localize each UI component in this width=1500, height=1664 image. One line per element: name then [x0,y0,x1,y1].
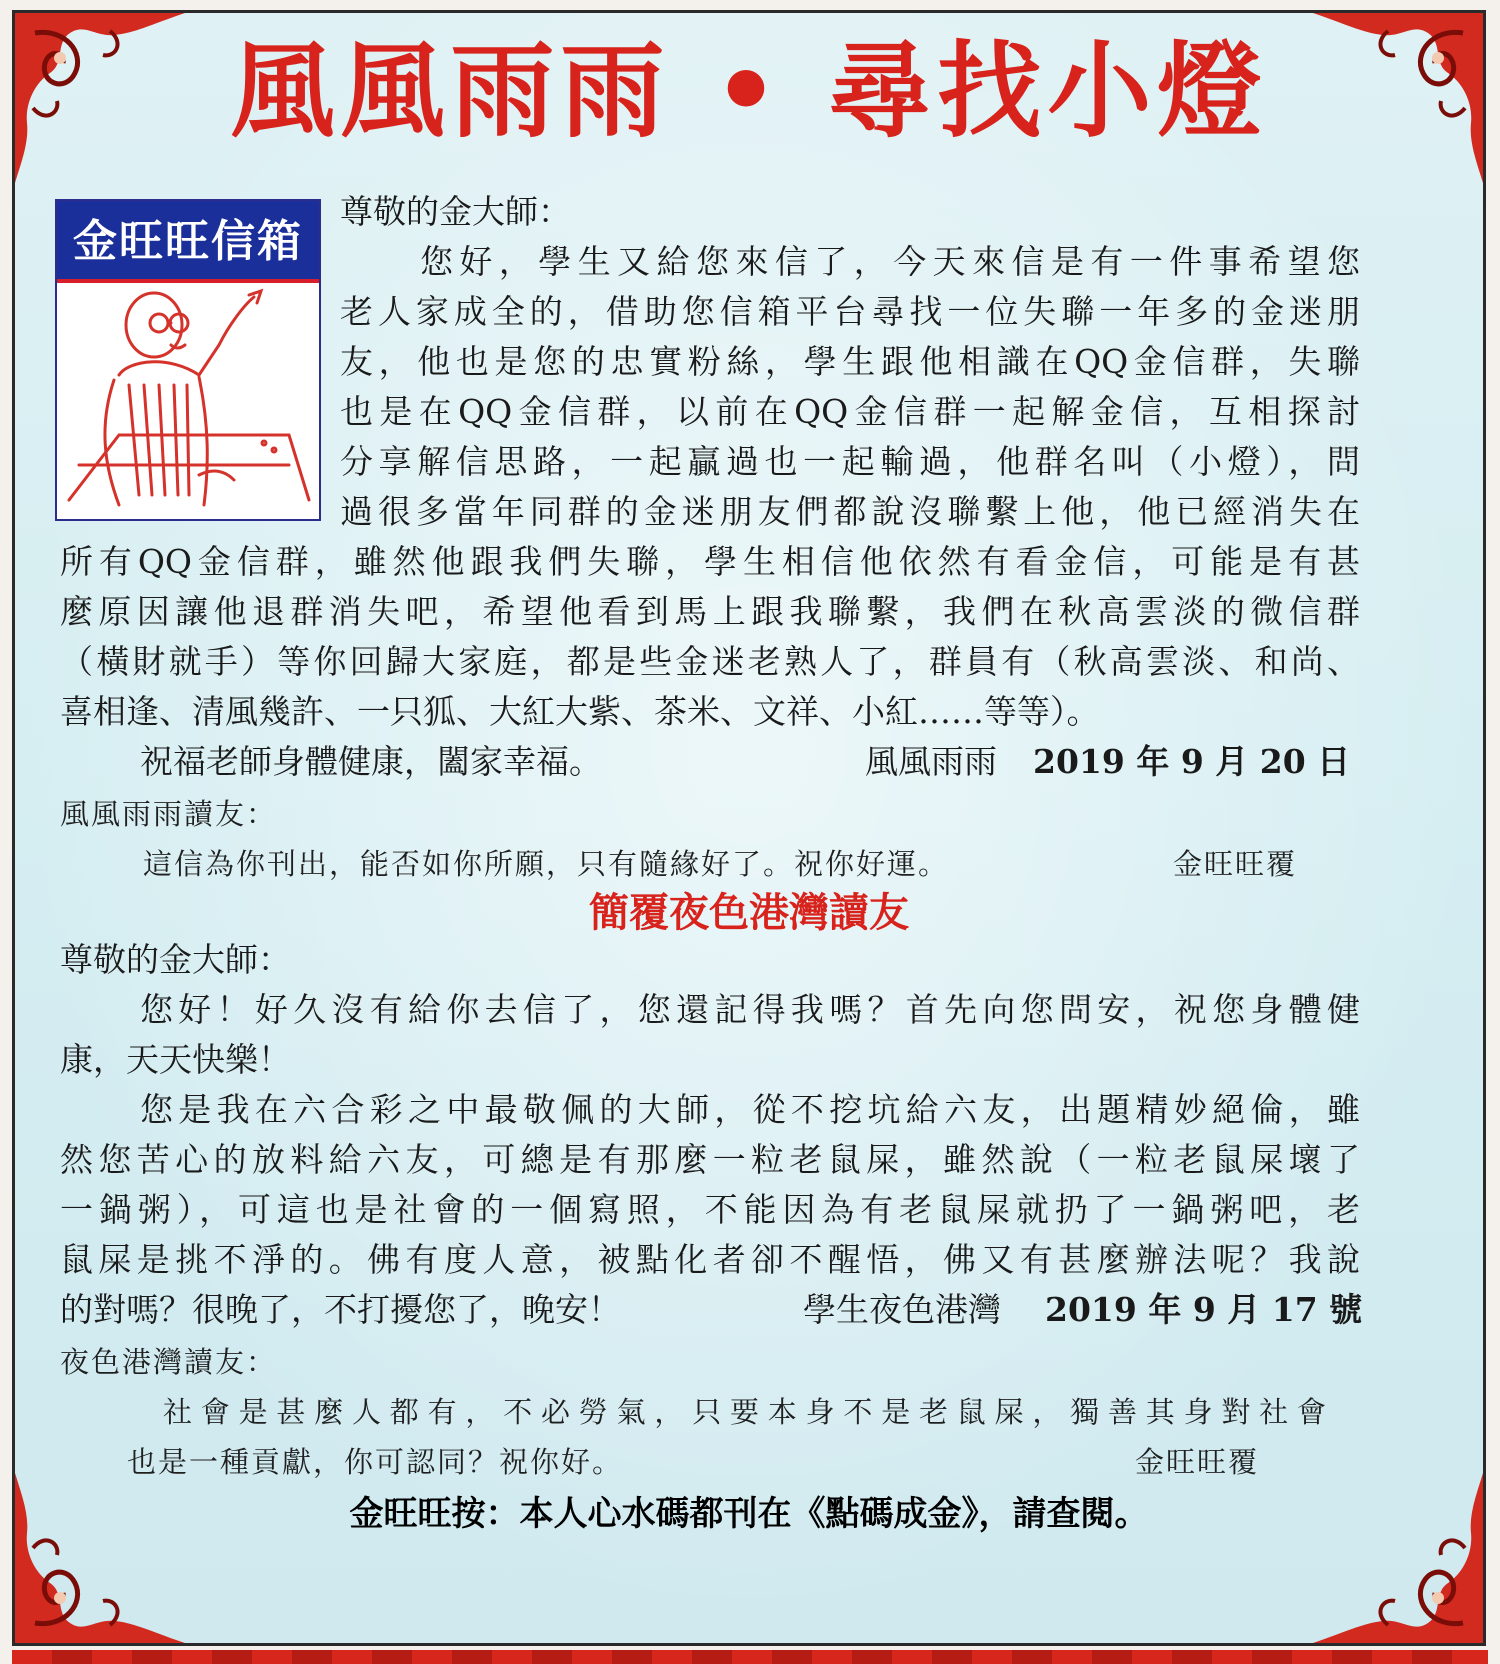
letter2-line: 康，天天快樂！ [60,1040,291,1079]
reply2-signature: 金旺旺覆 [1135,1445,1260,1479]
page-title: 風風雨雨 • 尋找小燈 [230,29,1268,152]
letter1-line: 喜相逢、清風幾許、一只狐、大紅大紫、茶米、文祥、小紅……等等）。 [60,692,1100,731]
letter1-line: 分享解信思路，一起贏過也一起輸過，他群名叫（小燈），問 [340,442,1360,481]
reply1-body: 這信為你刊出，能否如你所願，只有隨緣好了。祝你好運。 [143,847,950,881]
editor-note: 金旺旺按：本人心水碼都刊在《點碼成金》，請查閱。 [349,1494,1149,1534]
letter2-line: 一鍋粥），可這也是社會的一個寫照，不能因為有老鼠屎就扔了一鍋粥吧，老 [60,1190,1360,1229]
letter1-line: 老人家成全的，借助您信箱平台尋找一位失聯一年多的金迷朋 [340,292,1360,331]
bottom-ornament-strip [12,1650,1488,1664]
letter2-line: 鼠屎是挑不淨的。佛有度人意，被點化者卻不醒悟，佛又有甚麼辦法呢？我說 [60,1240,1360,1279]
letter1-line: 也是在QQ金信群，以前在QQ金信群一起解金信，互相探討 [340,392,1360,431]
reply2-line: 社會是甚麼人都有，不必勞氣，只要本身不是老鼠屎，獨善其身對社會 [163,1395,1328,1429]
letter1-line: 麼原因讓他退群消失吧，希望他看到馬上跟我聯繫，我們在秋高雲淡的微信群 [60,592,1360,631]
letter1-line: 過很多當年同群的金迷朋友們都說沒聯繫上他，他已經消失在 [340,492,1360,531]
letter1-line: （橫財就手）等你回歸大家庭，都是些金迷老熟人了，群員有（秋高雲淡、和尚、 [60,642,1360,681]
letter2-date: 2019 年 9 月 17 號 [1045,1290,1363,1329]
reply2-salutation: 夜色港灣讀友： [60,1345,278,1379]
reply1-signature: 金旺旺覆 [1173,847,1298,881]
reply2-line: 也是一種貢獻，你可認同？祝你好。 [127,1445,624,1479]
letter2-signature: 學生夜色港灣 [803,1290,1001,1329]
letter1-signature: 風風雨雨 [865,742,997,781]
letter1-date: 2019 年 9 月 20 日 [1033,742,1351,781]
letter1-line: 您好，學生又給您來信了，今天來信是有一件事希望您 [420,242,1360,281]
letter1-closing: 祝福老師身體健康，闔家幸福。 [140,742,602,781]
letter1-salutation: 尊敬的金大師： [340,192,571,231]
mailbox-label: 金旺旺信箱 [57,201,319,283]
teacher-illustration [59,285,317,517]
reply1-salutation: 風風雨雨讀友： [60,797,278,831]
letter2-line: 的對嗎？很晚了，不打擾您了，晚安！ [60,1290,621,1329]
letter2-line: 您是我在六合彩之中最敬佩的大師，從不挖坑給六友，出題精妙絕倫，雖 [140,1090,1360,1129]
letter2-salutation: 尊敬的金大師： [60,940,291,979]
letter1-line: 友，他也是您的忠實粉絲，學生跟他相識在QQ金信群，失聯 [340,342,1360,381]
mailbox-logo [55,199,321,521]
letter2-line: 您好！好久沒有給你去信了，您還記得我嗎？首先向您問安，祝您身體健 [140,990,1360,1029]
letter2-line: 然您苦心的放料給六友，可總是有那麼一粒老鼠屎，雖然說（一粒老鼠屎壞了 [60,1140,1360,1179]
newspaper-column [12,10,1486,1646]
letter1-line: 所有QQ金信群，雖然他跟我們失聯，學生相信他依然有看金信，可能是有甚 [60,542,1360,581]
section-heading: 簡覆夜色港灣讀友 [589,889,909,936]
